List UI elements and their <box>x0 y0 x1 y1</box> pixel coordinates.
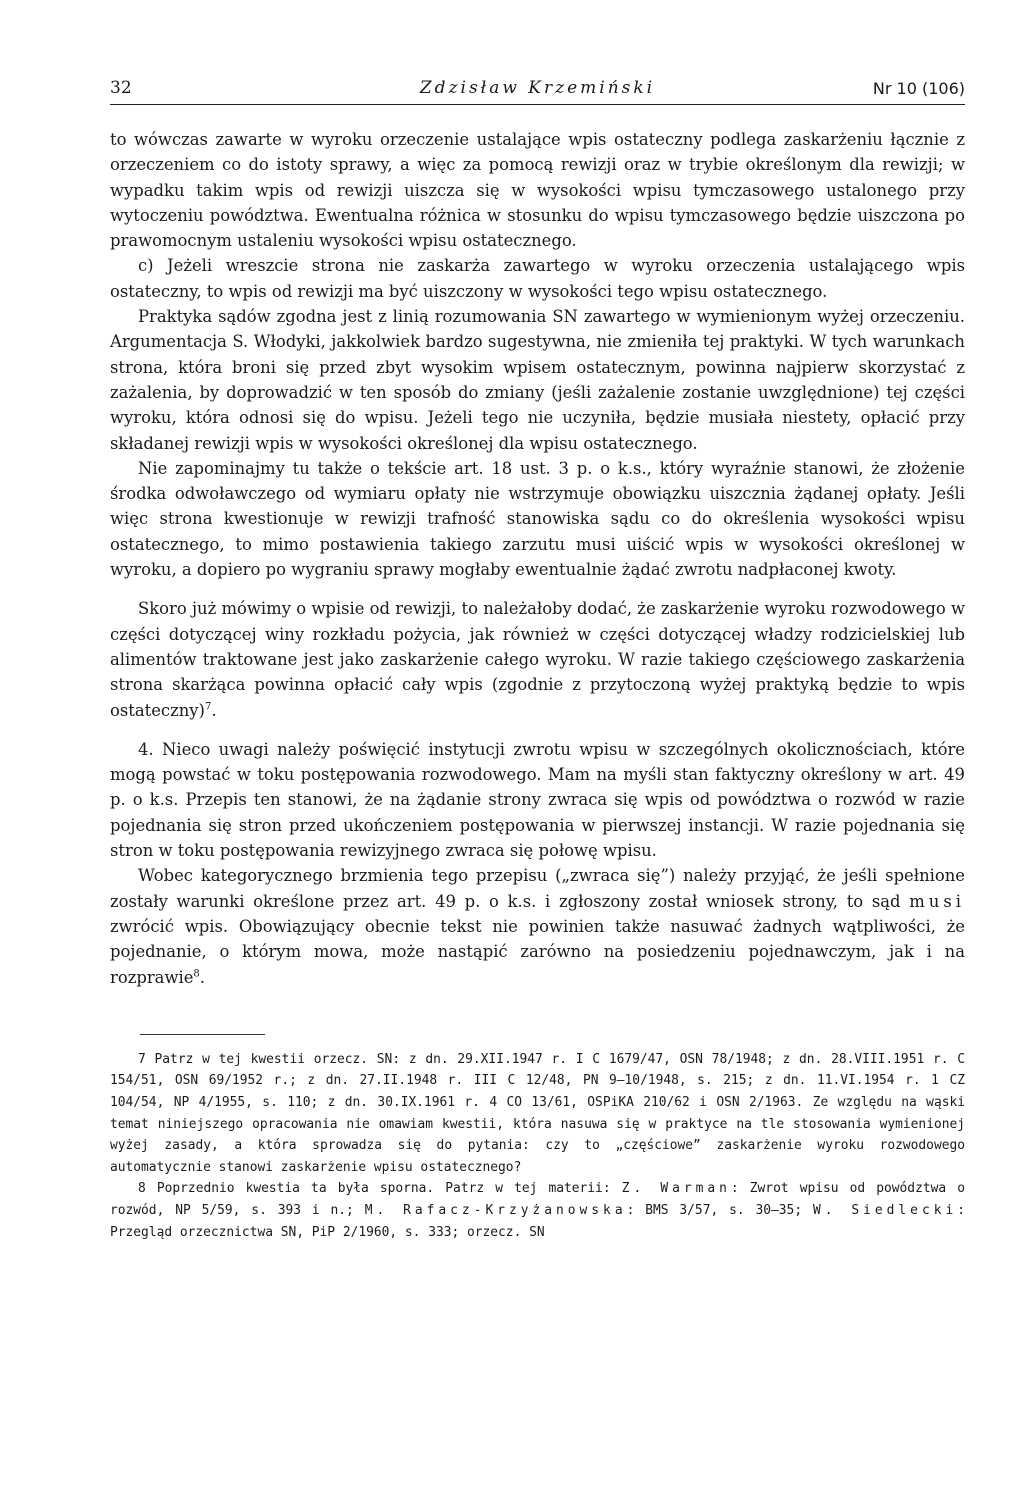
paragraph-end: . <box>199 967 206 987</box>
paragraph: Nie zapominajmy tu także o tekście art. 18 ust. 3 p. o k.s., który wyraźnie stanowi, że złożenie środka odwoławczego od wymiaru opłaty nie wstrzymuje obowiązku uiszcznia żądanej opłaty. Jeśli więc strona kwestionuje w rewizji trafność stanowiska sądu co do określenia wysokości wpisu ostatecznego, to mimo postawienia takiego zarzutu musi uiścić wpis w wysokości określonej w wyroku, a dopiero po wygraniu sprawy mogłaby ewentualnie żądać zwrotu nadpłaconej kwoty. <box>110 458 965 580</box>
footnote-number: 7 <box>138 1051 146 1067</box>
paragraph <box>110 863 965 989</box>
footnote-ref: 7 <box>204 701 212 713</box>
footnote-text: Poprzednio kwestia ta była sporna. Patrz w tej materii: <box>156 1181 622 1197</box>
paragraph-end: . <box>211 700 217 720</box>
running-header <box>110 70 965 105</box>
cited-author: W. Siedlecki <box>812 1202 958 1218</box>
emphasis-text: musi <box>909 891 965 911</box>
footnote-text: : Przegląd orzecznictwa SN, PiP 2/1960, s. 333; orzecz. SN <box>110 1202 965 1240</box>
footnote-text: Patrz w tej kwestii orzecz. SN: z dn. 29.XII.1947 r. I C 1679/47, OSN 78/1948; z dn. 28.VIII.1951 r. C 154/51, OSN 69/1952 r.; z dn. 27.II.1948 r. III C 12/48, PN 9—10/1948, s. 215; z dn. 11.VI.1954 r. 1 CZ 104/54, NP 4/1955, s. 110; z dn. 30.IX.1961 r. 4 CO 13/61, OSPiKA 210/62 i OSN 2/1963. Ze względu na wąski temat niniejszego opracowania nie omawiam kwestii, która nasuwa się w praktyce na tle stosowania wymienionej wyżej zasady, a która sprowadza się do pytania: czy to „częściowe” zaskarżenie wyroku rozwodowego automatycznie stanowi zaskarżenie wpisu ostatecznego? <box>110 1051 966 1175</box>
running-author: Zdzisław Krzemiński <box>419 78 656 98</box>
footnote-text: : BMS 3/57, s. 30—35; <box>626 1202 813 1218</box>
issue-number: Nr 10 (106) <box>872 79 965 98</box>
paragraph: Praktyka sądów zgodna jest z linią rozumowania SN zawartego w wymienionym wyżej orzeczeniu. Argumentacja S. Włodyki, jakkolwiek bardzo sugestywna, nie zmieniła tej praktyki. W tych warunkach strona, która broni się przed zbyt wysokim wpisem ostatecznym, powinna najpierw skorzystać z zażalenia, by doprowadzić w ten sposób do zmiany (jeśli zażalenie zostanie uwzględnione) tej części wyroku, która odnosi się do wpisu. Jeżeli tego nie uczyniła, będzie musiała niestety, opłacić przy składanej rewizji wpis w wysokości określonej dla wpisu ostatecznego. <box>110 307 965 453</box>
footnote-number: 8 <box>138 1181 146 1197</box>
paragraph: to wówczas zawarte w wyroku orzeczenie ustalające wpis ostateczny podlega zaskarżeniu łącznie z orzeczeniem co do istoty sprawy, a więc za pomocą rewizji oraz w trybie określonym dla rewizji; w wypadku takim wpis od rewizji uiszcza się w wysokości wpisu tymczasowego ustalonego przy wytoczeniu powództwa. Ewentualna różnica w stosunku do wpisu tymczasowego będzie uiszczona po prawomocnym ustaleniu wysokości wpisu ostatecznego. <box>110 130 965 251</box>
body-text <box>110 127 965 990</box>
paragraph: 4. Nieco uwagi należy poświęcić instytucji zwrotu wpisu w szczególnych okolicznościach, które mogą powstać w toku postępowania rozwodowego. Mam na myśli stan faktyczny określony w art. 49 p. o k.s. Przepis ten stanowi, że na żądanie strony zwraca się wpis od powództwa o rozwód w razie pojednania się stron przed ukończeniem postępowania w pierwszej instancji. W razie pojednania się stron w toku postępowania rewizyjnego zwraca się połowę wpisu. <box>110 739 965 861</box>
paragraph: c) Jeżeli wreszcie strona nie zaskarża zawartego w wyroku orzeczenia ustalającego wpis ostateczny, to wpis od rewizji ma być uiszczony w wysokości tego wpisu ostatecznego. <box>110 256 965 301</box>
footnotes <box>110 1049 965 1243</box>
cited-author: Z. Warman <box>621 1181 731 1197</box>
document-page <box>110 70 965 1243</box>
footnote <box>110 1049 965 1179</box>
cited-author: M. Rafacz-Krzyżanowska <box>364 1202 627 1218</box>
footnote <box>110 1178 965 1243</box>
footnote-ref: 8 <box>193 968 200 980</box>
paragraph-text: Skoro już mówimy o wpisie od rewizji, to należałoby dodać, że zaskarżenie wyroku rozwodowego w części dotyczącej winy rozkładu pożycia, jak również w części dotyczącej władzy rodzicielskiej lub alimentów traktowane jest jako zaskarżenie całego wyroku. W razie takiego częściowego zaskarżenia strona skarżąca powinna opłacić cały wpis (zgodnie z przytoczoną wyżej praktyką będzie to wpis ostateczny) <box>110 599 965 720</box>
paragraph-text: zwrócić wpis. Obowiązujący obecnie tekst nie powinien także nasuwać żadnych wątpliwości, że pojednanie, o którym mowa, może nastąpić zarówno na posiedzeniu pojednawczym, jak i na rozprawie <box>110 916 965 987</box>
paragraph <box>110 596 965 722</box>
page-number: 32 <box>110 78 132 98</box>
footnote-text: : Zwrot wpisu od powództwa o rozwód, NP 5/59, s. 393 i n.; <box>110 1181 965 1218</box>
footnote-divider <box>140 1034 265 1035</box>
paragraph-text: Wobec kategorycznego brzmienia tego przepisu („zwraca się”) należy przyjąć, że jeśli spełnione zostały warunki określone przez art. 49 p. o k.s. i zgłoszony został wniosek strony, to sąd <box>110 866 965 911</box>
